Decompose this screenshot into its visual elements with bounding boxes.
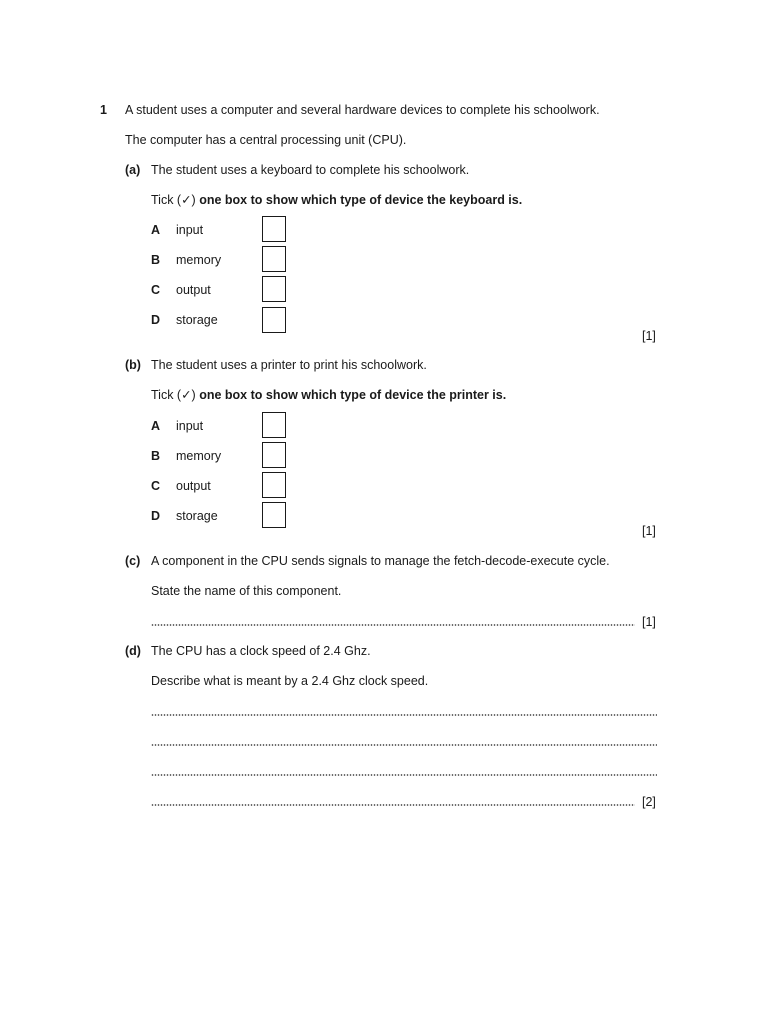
part-c-answer-line[interactable]	[151, 624, 635, 626]
part-b-option-a-letter: A	[151, 419, 161, 433]
part-a-option-d-checkbox[interactable]	[262, 307, 286, 333]
part-b-option-c-checkbox[interactable]	[262, 472, 286, 498]
part-b-option-d-text: storage	[176, 509, 218, 523]
part-a-instruction-suffix: one box to show which type of device the keyboard is.	[199, 193, 523, 207]
part-a-instruction	[151, 192, 522, 208]
part-b-option-a-checkbox[interactable]	[262, 412, 286, 438]
part-a-label: (a)	[125, 163, 141, 177]
part-d-marks: [2]	[642, 795, 656, 809]
question-number: 1	[100, 103, 107, 117]
part-d-answer-line-2[interactable]	[151, 744, 657, 746]
part-b-option-b-checkbox[interactable]	[262, 442, 286, 468]
part-b-label: (b)	[125, 358, 141, 372]
part-d-answer-line-4[interactable]	[151, 804, 635, 806]
part-b-option-d-checkbox[interactable]	[262, 502, 286, 528]
part-a-option-b-text: memory	[176, 253, 222, 267]
part-d-stem: The CPU has a clock speed of 2.4 Ghz.	[151, 644, 371, 658]
part-b-option-d-letter: D	[151, 509, 161, 523]
part-d-answer-line-1[interactable]	[151, 714, 657, 716]
part-a-option-d-text: storage	[176, 313, 218, 327]
part-b-instruction-prefix: Tick (✓)	[151, 388, 196, 402]
part-c-instruction: State the name of this component.	[151, 584, 342, 598]
part-b-stem: The student uses a printer to print his schoolwork.	[151, 358, 427, 372]
part-c-label: (c)	[125, 554, 141, 568]
question-intro: A student uses a computer and several hardware devices to complete his schoolwork.	[125, 103, 600, 117]
part-b-option-c-text: output	[176, 479, 211, 493]
part-a-option-c-text: output	[176, 283, 211, 297]
part-a-option-c-checkbox[interactable]	[262, 276, 286, 302]
part-c-stem: A component in the CPU sends signals to manage the fetch-decode-execute cycle.	[151, 554, 610, 568]
part-a-option-a-letter: A	[151, 223, 161, 237]
part-a-stem: The student uses a keyboard to complete his schoolwork.	[151, 163, 470, 177]
part-a-option-b-letter: B	[151, 253, 161, 267]
part-a-option-c-letter: C	[151, 283, 161, 297]
part-a-option-b-checkbox[interactable]	[262, 246, 286, 272]
part-d-label: (d)	[125, 644, 141, 658]
part-a-instruction-prefix: Tick (✓)	[151, 193, 196, 207]
part-a-option-d-letter: D	[151, 313, 161, 327]
part-b-option-a-text: input	[176, 419, 204, 433]
question-context: The computer has a central processing unit (CPU).	[125, 133, 407, 147]
part-c-marks: [1]	[642, 615, 656, 629]
part-a-marks: [1]	[642, 329, 656, 343]
part-d-instruction: Describe what is meant by a 2.4 Ghz clock speed.	[151, 674, 429, 688]
part-b-option-c-letter: C	[151, 479, 161, 493]
part-b-instruction-suffix: one box to show which type of device the printer is.	[199, 388, 507, 402]
part-a-option-a-checkbox[interactable]	[262, 216, 286, 242]
part-d-answer-line-3[interactable]	[151, 774, 657, 776]
part-b-option-b-letter: B	[151, 449, 161, 463]
part-a-option-a-text: input	[176, 223, 204, 237]
part-b-option-b-text: memory	[176, 449, 222, 463]
part-b-marks: [1]	[642, 524, 656, 538]
part-b-instruction	[151, 387, 506, 403]
